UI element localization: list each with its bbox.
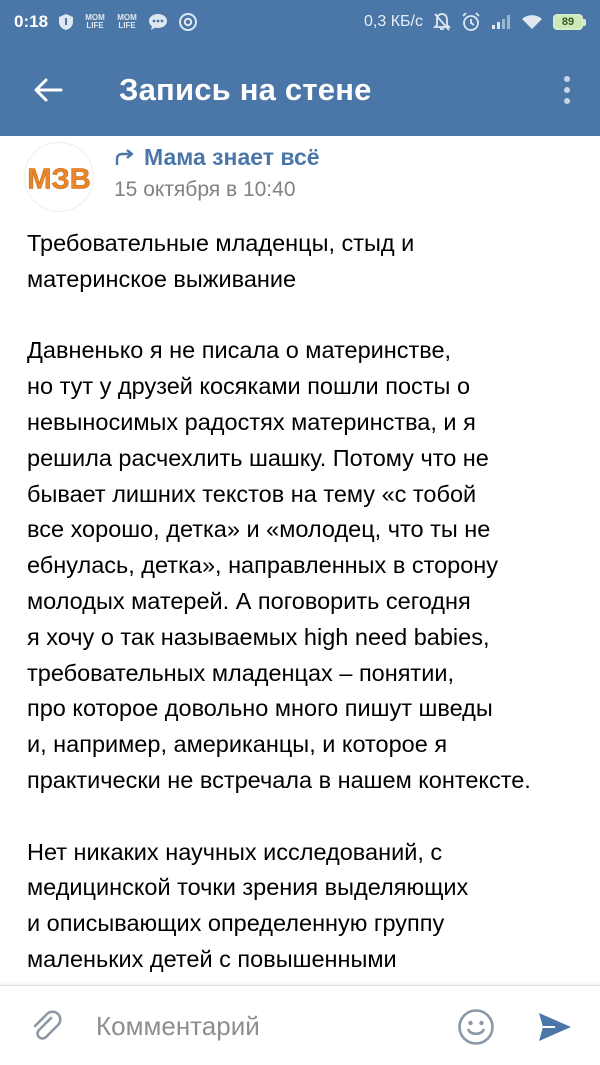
text-line: молодых матерей. А поговорить сегодня [27,587,471,614]
bell-off-icon [433,12,451,32]
text-line: Давненько я не писала о материнстве, [27,337,452,364]
status-right [364,12,586,32]
more-options-button[interactable] [552,60,582,120]
comment-input[interactable] [96,1004,436,1048]
battery-tip [583,19,586,26]
group-name-link[interactable]: Мама знает всё [144,144,320,170]
emoji-button[interactable] [456,1007,496,1047]
text-line: бывает лишних текстов на тему «с тобой [27,480,477,507]
more-vertical-icon [563,75,571,105]
post-paragraph [27,333,587,798]
text-line: все хорошо, детка» и «молодец, что ты не [27,516,491,543]
smile-icon [457,1008,495,1046]
text-line: маленьких детей с повышенными [27,945,397,972]
comment-bar [0,985,600,1065]
text-line: практически не встречала в нашем контексте. [27,766,531,793]
status-time: 0:18 [14,12,49,31]
text-line: и, например, американцы, и которое я [27,731,448,758]
paperclip-icon [29,1009,63,1043]
network-speed: 0,3 КБ/с [364,13,423,30]
send-button[interactable] [536,1008,574,1046]
attach-button[interactable] [26,1006,66,1046]
group-logo [25,142,93,212]
text-line: я хочу о так называемых high need babies, [27,623,490,650]
post-paragraph [27,226,587,298]
battery-level: 89 [553,14,583,30]
shield-icon [58,13,74,31]
at-sign-icon [178,12,198,32]
page-title: Запись на стене [119,72,372,107]
text-line: Требовательные младенцы, стыд и [27,230,415,256]
avatar-text: МЗВ [27,163,91,196]
app-bar [0,44,600,136]
repost-icon [114,148,136,168]
post-body [27,226,587,984]
text-line: про которое довольно много пишут шведы [27,695,493,722]
text-line: ебнулась, детка», направленных в сторону [27,552,499,579]
alarm-icon [461,12,481,32]
text-line: решила расчехлить шашку. Потому что не [27,444,489,471]
text-line: Нет никаких научных исследований, с [27,838,443,865]
signal-icon [491,14,511,30]
text-line: материнское выживание [27,265,297,292]
text-line: но тут у друзей косяками пошли посты о [27,373,471,400]
post-date: 15 октября в 10:40 [114,178,296,201]
text-line: медицинской точки зрения выделяющих [27,874,469,901]
mom-life-icon: MOM LIFE [85,13,105,30]
back-button[interactable] [17,59,79,121]
arrow-left-icon [33,77,63,103]
text-line: и описывающих определенную группу [27,910,445,937]
chat-bubble-icon [148,13,168,31]
send-icon [537,1011,573,1043]
post-header [0,136,600,220]
battery-icon [553,14,586,30]
mom-life-icon: MOM LIFE [117,13,137,30]
status-left [14,12,198,32]
text-line: требовательных младенцах – понятии, [27,659,454,686]
status-bar [0,0,600,44]
text-line: невыносимых радостях материнства, и я [27,408,476,435]
post-paragraph [27,835,587,978]
avatar[interactable] [24,142,94,212]
wifi-icon [521,14,543,30]
